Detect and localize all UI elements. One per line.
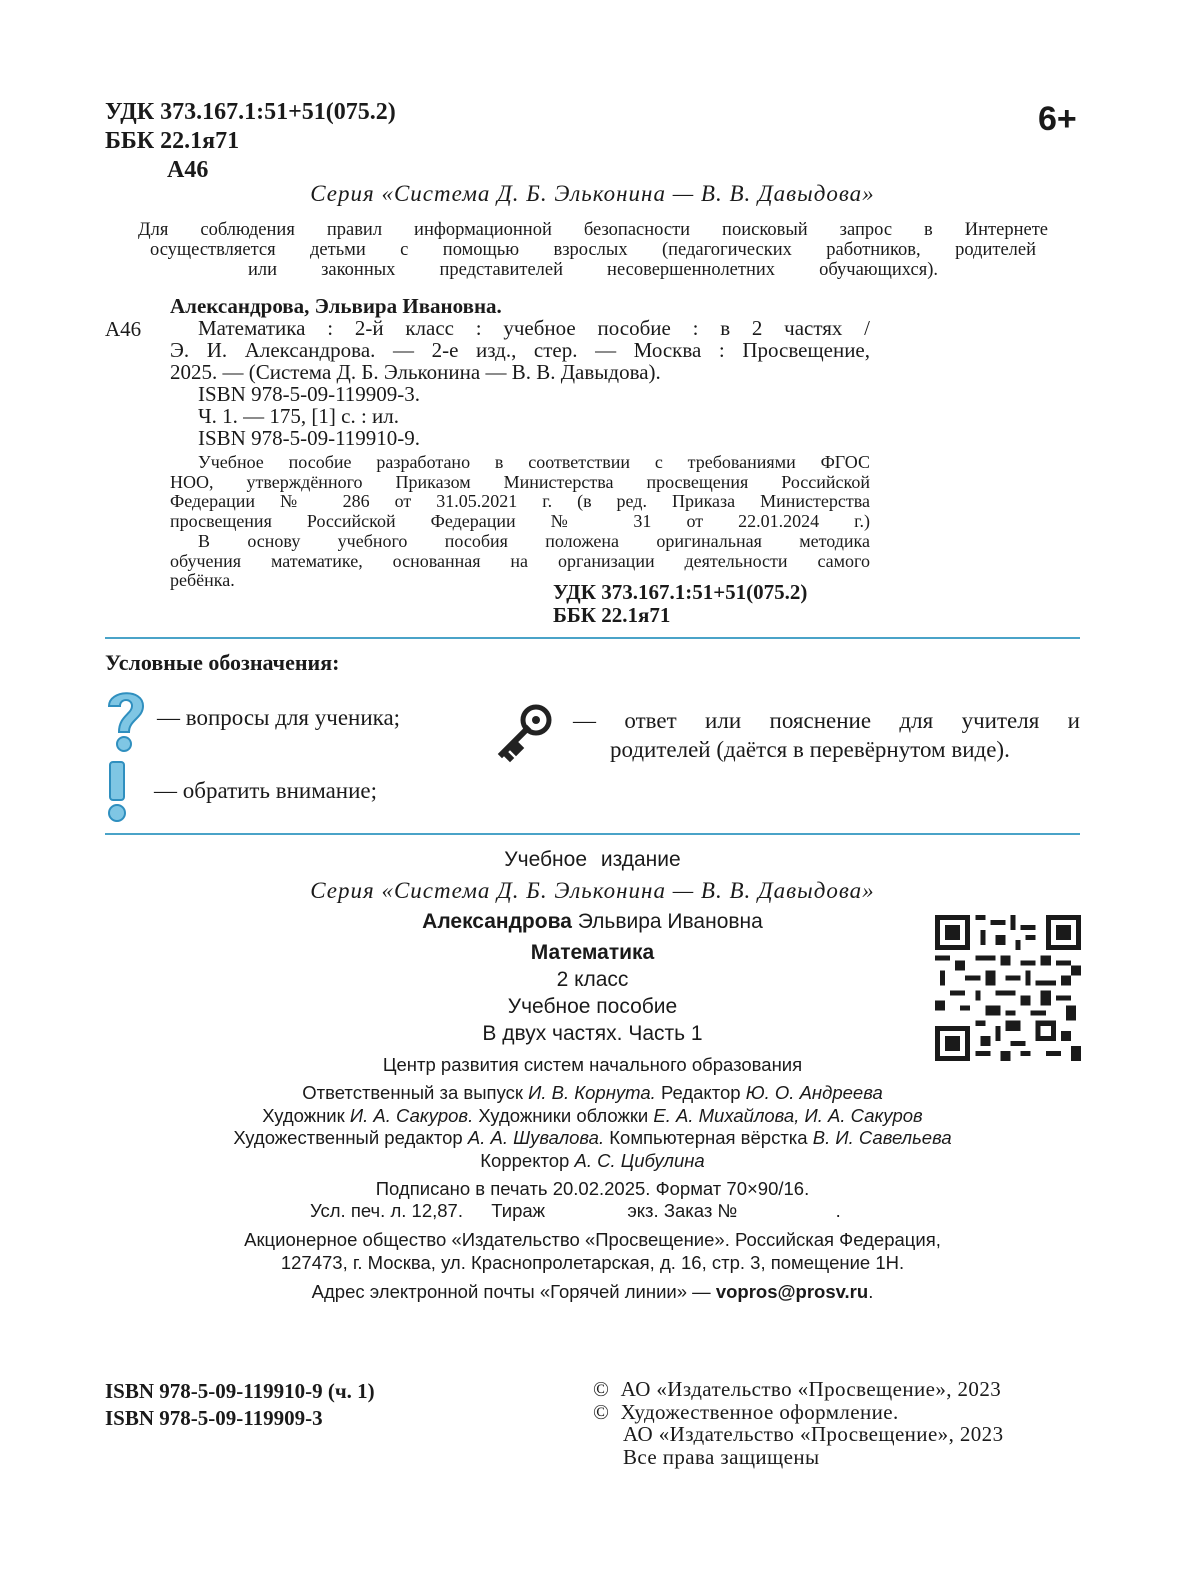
staff-line: Корректор А. С. Цибулина (480, 1149, 705, 1171)
imprint-publisher (105, 1229, 1080, 1274)
catalog-annotation (170, 453, 870, 591)
divider (105, 637, 1080, 639)
author-mark: А46 (167, 157, 209, 183)
footer-copyright (593, 1378, 1003, 1468)
series-top: Серия «Система Д. Б. Эльконина — В. В. Давыдова» (310, 181, 875, 206)
safety-note-line: или законных представителей несовершеннолетних обучающихся). (248, 260, 938, 280)
legend-key-text (573, 706, 1080, 764)
imprint-print-info (310, 1200, 841, 1222)
catalog-line: ISBN 978-5-09-119909-3. (198, 382, 421, 406)
legend-question-text: — вопросы для ученика; (157, 705, 401, 730)
safety-note-line: Для соблюдения правил информационной безопасности поисковый запрос в Интернете (138, 220, 1048, 240)
legend-title: Условные обозначения: (105, 650, 340, 675)
catalog-author: Александрова, Эльвира Ивановна. (170, 294, 502, 318)
catalog-line: Математика : 2-й класс : учебное пособие : в 2 частях / (198, 316, 870, 340)
publisher-line: 127473, г. Москва, ул. Краснопролетарская, д. 16, стр. 3, помещение 1Н. (280, 1251, 905, 1273)
imprint-kind: Учебное пособие (507, 995, 678, 1018)
staff-line: Художественный редактор А. А. Шувалова. Компьютерная вёрстка В. И. Савельева (233, 1127, 952, 1148)
imprint-series: Серия «Система Д. Б. Эльконина — В. В. Давыдова» (310, 878, 875, 903)
staff-line: Художник И. А. Сакуров. Художники обложки Е. А. Михайлова, И. А. Сакуров (262, 1104, 923, 1126)
publisher-line: Акционерное общество «Издательство «Просвещение». Российская Федерация, (244, 1229, 941, 1250)
catalog-line: 2025. — (Система Д. Б. Эльконина — В. В. Давыдова). (170, 360, 661, 384)
key-icon (492, 702, 556, 766)
safety-note (138, 220, 1048, 280)
age-rating: 6+ (1038, 100, 1077, 138)
imprint-title: Математика (530, 941, 655, 964)
email-end: . (868, 1281, 874, 1302)
imprint-staff (105, 1082, 1080, 1172)
header-classification (105, 98, 396, 185)
imprint-author-names: Эльвира Ивановна (577, 910, 763, 933)
imprint-email-line (105, 1281, 1080, 1303)
email-label: Адрес электронной почты «Горячей линии» — (311, 1281, 711, 1302)
catalog-mark: А46 (105, 317, 142, 341)
udk-code: УДК 373.167.1:51+51(075.2) (105, 99, 396, 125)
exclamation-icon (104, 760, 130, 824)
copyright-line: © Художественное оформление. (593, 1399, 899, 1424)
imprint-grade: 2 класс (556, 968, 629, 991)
annotation-line: Учебное пособие разработано в соответствии с требованиями ФГОС (198, 452, 870, 472)
copies-label: экз. Заказ № (627, 1200, 738, 1221)
copyright-line: Все права защищены (623, 1444, 820, 1469)
email-link[interactable]: vopros@prosv.ru (715, 1281, 869, 1302)
imprint-parts: В двух частях. Часть 1 (482, 1022, 703, 1045)
catalog-line: ISBN 978-5-09-119910-9. (198, 426, 421, 450)
annotation-line: Федерации № 286 от 31.05.2021 г. (в ред. Приказа Министерства (170, 491, 870, 512)
imprint-signed: Подписано в печать 20.02.2025. Формат 70×90/16. (375, 1178, 810, 1199)
print-sheets: Усл. печ. л. 12,87. (310, 1200, 463, 1221)
catalog-line: Ч. 1. — 175, [1] с. : ил. (198, 404, 400, 428)
catalog-udk: УДК 373.167.1:51+51(075.2) (553, 580, 808, 604)
annotation-line: НОО, утверждённого Приказом Министерства просвещения Российской (170, 471, 870, 492)
imprint-author (105, 910, 1080, 934)
safety-note-line: осуществляется детьми с помощью взрослых (педагогических работников, родителей (150, 240, 1036, 260)
catalog-codes (553, 581, 807, 627)
imprint-author-surname: Александрова (422, 910, 572, 933)
footer-isbn (105, 1378, 375, 1432)
copyright-line: © АО «Издательство «Просвещение», 2023 (593, 1377, 1002, 1401)
order-end: . (835, 1200, 841, 1221)
divider (105, 833, 1080, 835)
catalog-description (170, 317, 870, 449)
imprint-type: Учебное издание (504, 848, 681, 871)
question-icon (103, 686, 149, 756)
annotation-line: обучения математике, основанная на организации деятельности самого (170, 550, 870, 571)
legend-attention-text: — обратить внимание; (154, 778, 378, 803)
annotation-line: просвещения Российской Федерации № 31 от 22.01.2024 г.) (170, 511, 870, 532)
bbk-code: ББК 22.1я71 (105, 128, 240, 154)
legend-key-line: родителей (даётся в перевёрнутом виде). (610, 737, 1010, 762)
annotation-line: ребёнка. (170, 570, 235, 591)
imprint-center: Центр развития систем начального образования (382, 1054, 803, 1075)
legend-key-line: — ответ или пояснение для учителя и (573, 708, 1080, 733)
isbn-part1: ISBN 978-5-09-119910-9 (ч. 1) (105, 1379, 375, 1403)
staff-line: Ответственный за выпуск И. В. Корнута. Редактор Ю. О. Андреева (302, 1082, 883, 1103)
catalog-bbk: ББК 22.1я71 (553, 603, 671, 627)
run-label: Тираж (491, 1200, 546, 1221)
qr-code[interactable] (935, 915, 1081, 1061)
isbn-set: ISBN 978-5-09-119909-3 (105, 1406, 323, 1430)
copyright-line: АО «Издательство «Просвещение», 2023 (623, 1422, 1004, 1446)
annotation-line: В основу учебного пособия положена оригинальная методика (198, 530, 870, 551)
catalog-line: Э. И. Александрова. — 2-е изд., стер. — Москва : Просвещение, (170, 338, 870, 362)
